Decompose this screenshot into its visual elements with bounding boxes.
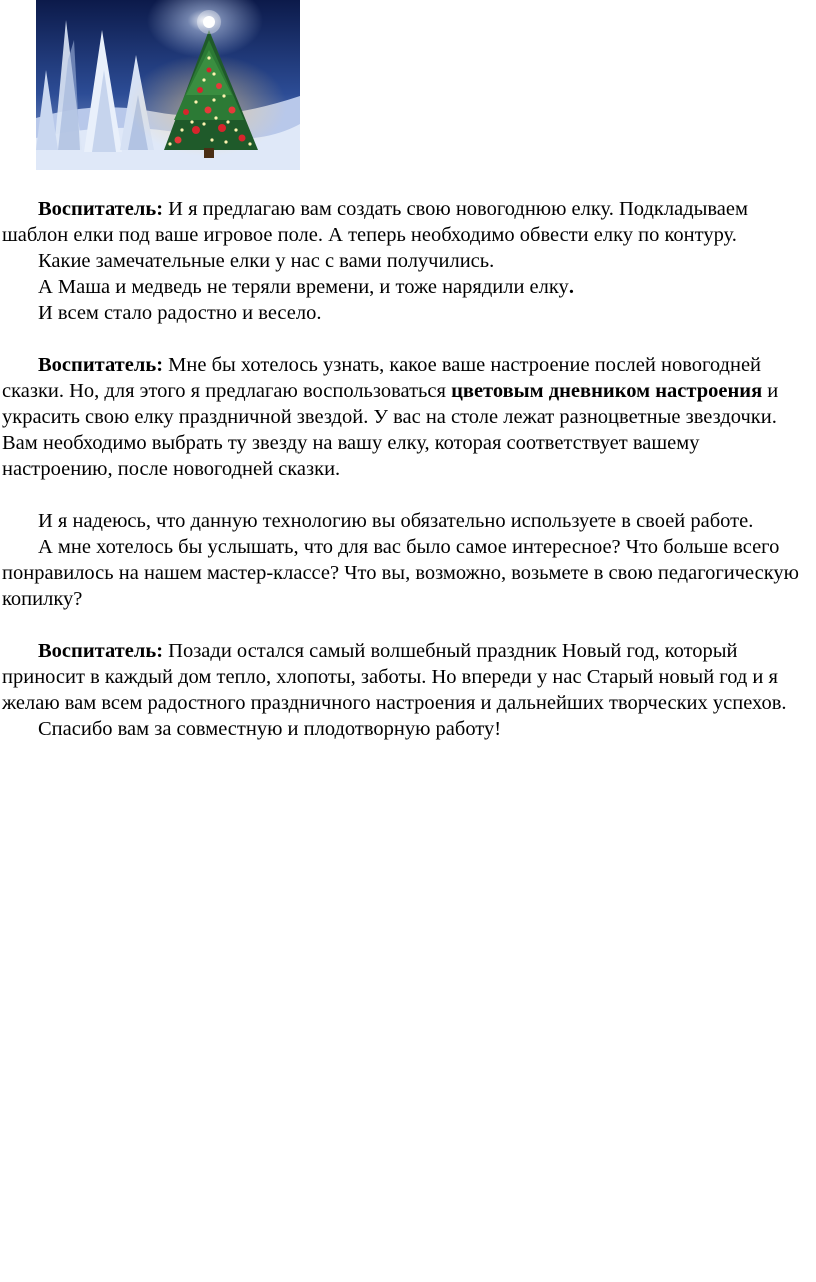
paragraph-spacer: [2, 326, 814, 352]
bold-text: Воспитатель:: [38, 198, 164, 220]
bold-text: Воспитатель:: [38, 354, 164, 376]
paragraph-spacer: [2, 612, 814, 638]
paragraph-text: И я предлагаю вам создать свою новогоднюю елку. Подкладываем шаблон елки под ваше игровое поле. А теперь необходимо обвести елку по контуру.: [2, 198, 748, 246]
paragraph: [2, 196, 814, 248]
paragraph-text: Какие замечательные елки у нас с вами получились.: [38, 250, 495, 272]
paragraph: [2, 508, 814, 534]
christmas-tree-illustration-icon: [36, 0, 300, 170]
bold-text: цветовым дневником настроения: [451, 380, 763, 402]
bold-text: .: [568, 276, 574, 298]
paragraph-text: И я надеюсь, что данную технологию вы обязательно используете в своей работе.: [38, 510, 754, 532]
paragraph: [2, 716, 814, 742]
paragraph-text: И всем стало радостно и весело.: [38, 302, 322, 324]
paragraph: [2, 248, 814, 274]
paragraph-text: и украсить свою елку праздничной звездой. У вас на столе лежат разноцветные звездочки. Вам необходимо выбрать ту звезду на вашу елку, которая соответствует вашему настроению, после новогодней сказки.: [2, 380, 779, 480]
paragraph: [2, 300, 814, 326]
paragraph-text: Спасибо вам за совместную и плодотворную работу!: [38, 718, 502, 740]
paragraph-text: Мне бы хотелось узнать, какое ваше настроение послей новогодней сказки. Но, для этого я предлагаю воспользоваться: [2, 354, 762, 402]
paragraph: [2, 534, 814, 612]
paragraph-text: Позади остался самый волшебный праздник Новый год, который приносит в каждый дом тепло, хлопоты, заботы. Но впереди у нас Старый новый год и я желаю вам всем радостного праздничного настроения и дальнейших творческих успехов.: [2, 640, 787, 714]
document-body: [2, 196, 814, 742]
paragraph: [2, 352, 814, 482]
paragraph-text: А мне хотелось бы услышать, что для вас было самое интересное? Что больше всего понравилось на нашем мастер-классе? Что вы, возможно, возьмете в свою педагогическую копилку?: [2, 536, 799, 610]
christmas-tree-image: [36, 0, 300, 170]
paragraph-text: А Маша и медведь не теряли времени, и тоже нарядили елку: [38, 276, 569, 298]
bold-text: Воспитатель:: [38, 640, 164, 662]
paragraph: [2, 274, 814, 300]
paragraph-spacer: [2, 482, 814, 508]
paragraph: [2, 638, 814, 716]
